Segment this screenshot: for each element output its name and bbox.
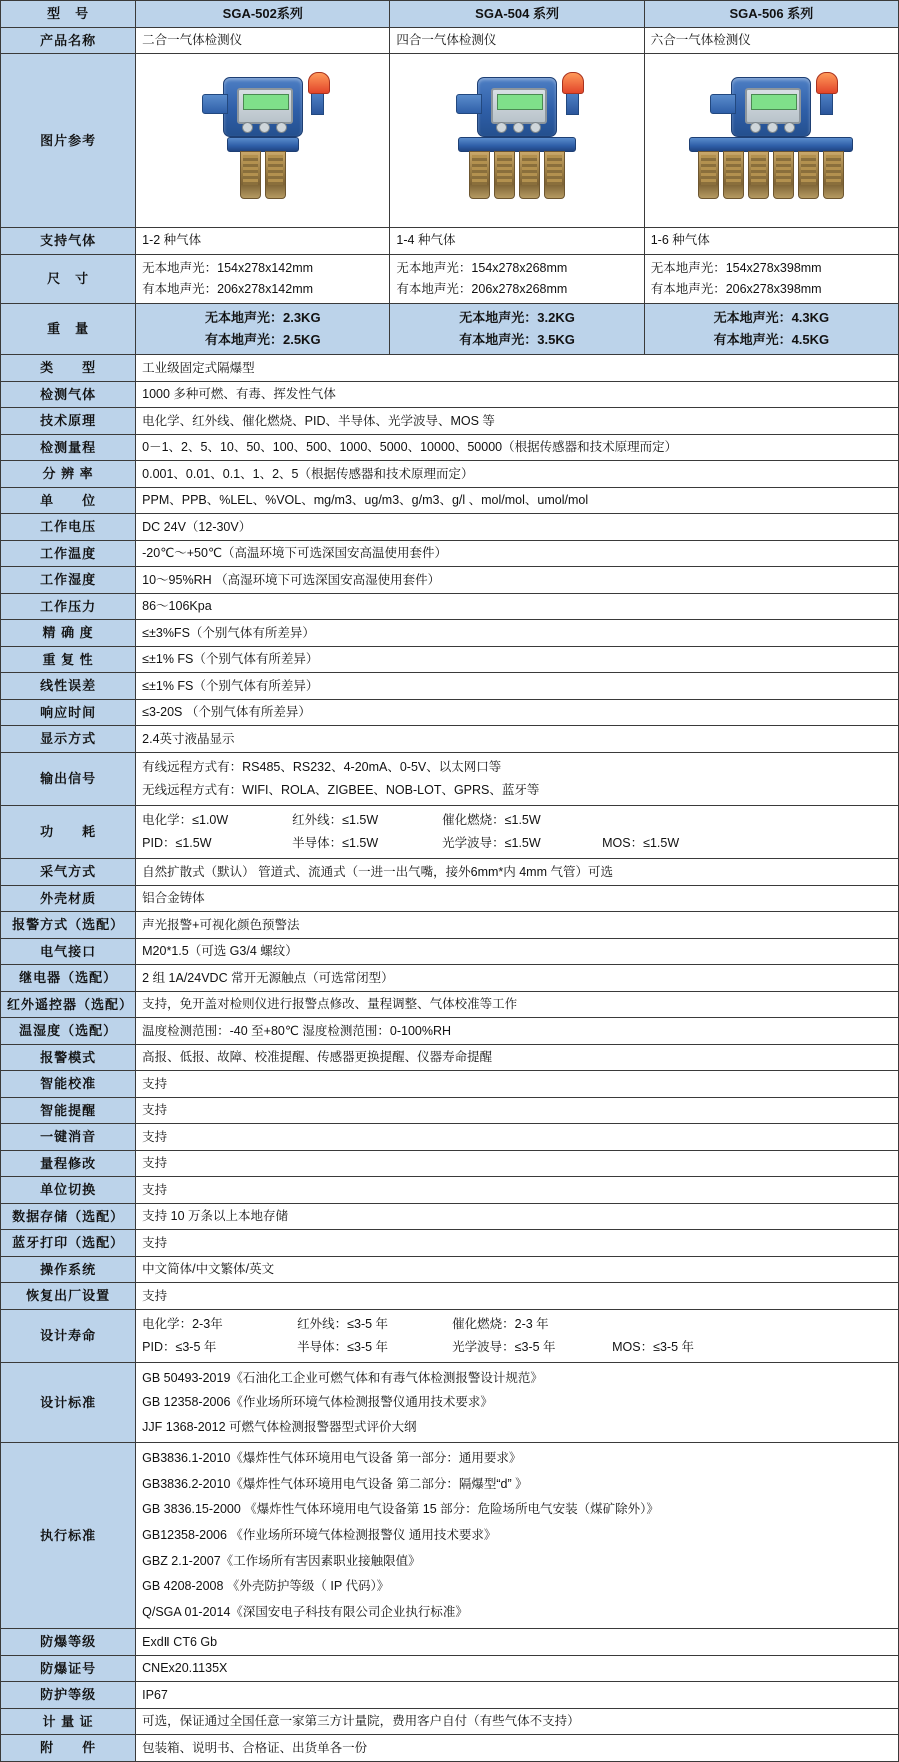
row-label-shell: 外壳材质	[1, 885, 136, 912]
ex-grade-value: ExdⅡ CT6 Gb	[136, 1629, 899, 1656]
table-row	[1, 514, 899, 541]
row-label-product-name: 产品名称	[1, 27, 136, 54]
weight-2-line1: 无本地声光：3.2KG	[459, 310, 575, 325]
linear-value: ≤±1% FS（个别气体有所差异）	[136, 673, 899, 700]
alarm-lamp	[308, 72, 328, 112]
table-row	[1, 27, 899, 54]
support-gas-1: 1-2 种气体	[136, 228, 390, 255]
table-row	[1, 1283, 899, 1310]
support-gas-3: 1-6 种气体	[644, 228, 898, 255]
exec-std-line-2: GB3836.2-2010《爆炸性气体环境用电气设备 第二部分：隔爆型“d” 》	[142, 1476, 528, 1491]
row-label-alarm-mode: 报警模式	[1, 1044, 136, 1071]
sensor-probe	[823, 151, 844, 199]
row-label-type: 类 型	[1, 355, 136, 382]
support-gas-2: 1-4 种气体	[390, 228, 644, 255]
accessories-value: 包装箱、说明书、合格证、出货单各一份	[136, 1735, 899, 1762]
sensor-probe	[494, 151, 515, 199]
display-value: 2.4英寸液晶显示	[136, 726, 899, 753]
table-row	[1, 1097, 899, 1124]
alarm-way-value: 声光报警+可视化颜色预警法	[136, 912, 899, 939]
table-row	[1, 1230, 899, 1257]
temp-hum-value: 温度检测范围：-40 至+80℃ 湿度检测范围：0-100%RH	[136, 1018, 899, 1045]
row-label-smart-remind: 智能提醒	[1, 1097, 136, 1124]
design-std-line-2: GB 12358-2006《作业场所环境气体检测报警仪通用技术要求》	[142, 1395, 493, 1410]
table-row	[1, 965, 899, 992]
os-value: 中文简体/中文繁体/英文	[136, 1256, 899, 1283]
sensor-probe	[723, 151, 744, 199]
ex-cert-value: CNEx20.1135X	[136, 1655, 899, 1682]
power-catalytic: 催化燃烧：≤1.5W	[442, 812, 541, 827]
row-label-temp-hum: 温湿度（选配）	[1, 1018, 136, 1045]
storage-value: 支持 10 万条以上本地存储	[136, 1203, 899, 1230]
row-label-one-key: 一键消音	[1, 1124, 136, 1151]
relay-value: 2 组 1A/24VDC 常开无源触点（可选常闭型）	[136, 965, 899, 992]
table-row	[1, 673, 899, 700]
size-1	[136, 254, 390, 304]
factory-reset-value: 支持	[136, 1283, 899, 1310]
size-2-line1: 无本地声光：154x278x268mm	[396, 260, 568, 275]
table-row	[1, 1124, 899, 1151]
smart-cal-value: 支持	[136, 1071, 899, 1098]
row-label-work-temp: 工作温度	[1, 540, 136, 567]
weight-3	[644, 304, 898, 355]
display-screen	[491, 88, 547, 124]
power-electrochem: 电化学：≤1.0W	[142, 812, 229, 827]
row-label-detect-gas: 检测气体	[1, 381, 136, 408]
row-label-model: 型 号	[1, 1, 136, 28]
exec-std-line-7: Q/SGA 01-2014《深国安电子科技有限公司企业执行标准》	[142, 1604, 468, 1619]
detector-illustration	[223, 77, 303, 199]
sensor-probe	[748, 151, 769, 199]
size-3	[644, 254, 898, 304]
knob-mid	[259, 122, 270, 133]
power-optical: 光学波导：≤1.5W	[442, 836, 541, 851]
exec-std-value	[136, 1443, 899, 1629]
size-1-line1: 无本地声光：154x278x142mm	[142, 260, 314, 275]
table-row	[1, 726, 899, 753]
metering-value: 可选，保证通过全国任意一家第三方计量院，费用客户自付（有些气体不支持）	[136, 1708, 899, 1735]
row-label-work-press: 工作压力	[1, 593, 136, 620]
table-row	[1, 1071, 899, 1098]
life-value	[136, 1309, 899, 1362]
table-row	[1, 355, 899, 382]
life-infrared: 红外线：≤3-5 年	[297, 1316, 389, 1331]
row-label-unit: 单 位	[1, 487, 136, 514]
table-row	[1, 461, 899, 488]
work-temp-value: -20℃～+50℃（高温环境下可选深国安高温使用套件）	[136, 540, 899, 567]
life-catalytic: 催化燃烧：2-3 年	[452, 1316, 549, 1331]
power-mos: MOS：≤1.5W	[602, 836, 680, 851]
knob-mid	[513, 122, 524, 133]
row-label-voltage: 工作电压	[1, 514, 136, 541]
mount-bracket	[710, 94, 736, 114]
shell-value: 铝合金铸体	[136, 885, 899, 912]
sensor-probe	[798, 151, 819, 199]
exec-std-line-1: GB3836.1-2010《爆炸性气体环境用电气设备 第一部分：通用要求》	[142, 1451, 522, 1466]
mount-bracket	[202, 94, 228, 114]
display-screen	[237, 88, 293, 124]
row-label-principle: 技术原理	[1, 408, 136, 435]
power-infrared: 红外线：≤1.5W	[292, 812, 379, 827]
power-line-1	[142, 809, 892, 832]
row-label-response: 响应时间	[1, 699, 136, 726]
ip-grade-value: IP67	[136, 1682, 899, 1709]
table-row	[1, 1018, 899, 1045]
row-label-range-mod: 量程修改	[1, 1150, 136, 1177]
detector-body	[223, 77, 303, 137]
knob-left	[750, 122, 761, 133]
table-row	[1, 699, 899, 726]
table-row	[1, 859, 899, 886]
table-row	[1, 938, 899, 965]
power-pid: PID：≤1.5W	[142, 836, 212, 851]
display-screen	[745, 88, 801, 124]
life-electrochem: 电化学：2-3年	[142, 1316, 223, 1331]
response-value: ≤3-20S （个别气体有所差异）	[136, 699, 899, 726]
row-label-output: 输出信号	[1, 752, 136, 805]
alarm-mode-value: 高报、低报、故障、校准提醒、传感器更换提醒、仪器寿命提醒	[136, 1044, 899, 1071]
exec-std-line-6: GB 4208-2008 《外壳防护等级（ IP 代码）》	[142, 1579, 390, 1594]
row-label-sampling: 采气方式	[1, 859, 136, 886]
product-name-1: 二合一气体检测仪	[136, 27, 390, 54]
smart-remind-value: 支持	[136, 1097, 899, 1124]
sensor-probe	[469, 151, 490, 199]
table-row	[1, 1150, 899, 1177]
row-label-os: 操作系统	[1, 1256, 136, 1283]
model-header-2: SGA-504 系列	[390, 1, 644, 28]
unit-value: PPM、PPB、%LEL、%VOL、mg/m3、ug/m3、g/m3、g/l 、mol/mol、umol/mol	[136, 487, 899, 514]
table-row	[1, 1362, 899, 1442]
sensor-probe	[240, 151, 261, 199]
row-label-metering: 计 量 证	[1, 1708, 136, 1735]
row-label-work-hum: 工作湿度	[1, 567, 136, 594]
work-press-value: 86～106Kpa	[136, 593, 899, 620]
table-row	[1, 646, 899, 673]
design-std-value	[136, 1362, 899, 1442]
size-3-line1: 无本地声光：154x278x398mm	[650, 260, 822, 275]
electric-port-value: M20*1.5（可选 G3/4 螺纹）	[136, 938, 899, 965]
life-pid: PID：≤3-5 年	[142, 1339, 217, 1354]
table-row	[1, 912, 899, 939]
row-label-unit-switch: 单位切换	[1, 1177, 136, 1204]
row-label-accessories: 附 件	[1, 1735, 136, 1762]
table-row	[1, 1443, 899, 1629]
detector-illustration	[458, 77, 576, 199]
row-label-support-gas: 支持气体	[1, 228, 136, 255]
detector-body	[731, 77, 811, 137]
table-row	[1, 1735, 899, 1762]
life-semiconductor: 半导体：≤3-5 年	[297, 1339, 389, 1354]
model-header-1: SGA-502系列	[136, 1, 390, 28]
row-label-storage: 数据存储（选配）	[1, 1203, 136, 1230]
mount-bracket	[456, 94, 482, 114]
table-row	[1, 1682, 899, 1709]
table-row	[1, 620, 899, 647]
life-line-1	[142, 1313, 892, 1336]
knob-right	[276, 122, 287, 133]
table-row	[1, 228, 899, 255]
row-label-life: 设计寿命	[1, 1309, 136, 1362]
power-line-2	[142, 832, 892, 855]
resolution-value: 0.001、0.01、0.1、1、2、5（根据传感器和技术原理而定）	[136, 461, 899, 488]
table-row	[1, 752, 899, 805]
voltage-value: DC 24V（12-30V）	[136, 514, 899, 541]
life-mos: MOS：≤3-5 年	[612, 1339, 695, 1354]
type-value: 工业级固定式隔爆型	[136, 355, 899, 382]
row-label-repeat: 重 复 性	[1, 646, 136, 673]
row-label-image-ref: 图片参考	[1, 54, 136, 228]
range-mod-value: 支持	[136, 1150, 899, 1177]
weight-3-line1: 无本地声光：4.3KG	[713, 310, 830, 325]
output-line-2: 无线远程方式有：WIFI、ROLA、ZIGBEE、NOB-LOT、GPRS、蓝牙等	[142, 782, 540, 797]
output-value	[136, 752, 899, 805]
sensor-group	[458, 151, 576, 199]
row-label-electric-port: 电气接口	[1, 938, 136, 965]
table-row	[1, 408, 899, 435]
weight-1-line2: 有本地声光：2.5KG	[204, 332, 321, 348]
table-row	[1, 381, 899, 408]
row-label-size: 尺 寸	[1, 254, 136, 304]
row-label-ip-grade: 防护等级	[1, 1682, 136, 1709]
row-label-ex-cert: 防爆证号	[1, 1655, 136, 1682]
model-header-3: SGA-506 系列	[644, 1, 898, 28]
table-row	[1, 567, 899, 594]
table-row	[1, 1, 899, 28]
row-label-display: 显示方式	[1, 726, 136, 753]
knob-left	[242, 122, 253, 133]
product-name-2: 四合一气体检测仪	[390, 27, 644, 54]
sensor-probe	[519, 151, 540, 199]
remote-value: 支持，免开盖对检则仪进行报警点修改、量程调整、气体校准等工作	[136, 991, 899, 1018]
table-row	[1, 1203, 899, 1230]
size-2-line2: 有本地声光：206x278x268mm	[396, 281, 568, 296]
range-value: 0－1、2、5、10、50、100、500、1000、5000、10000、50000（根据传感器和技术原理而定）	[136, 434, 899, 461]
row-label-ex-grade: 防爆等级	[1, 1629, 136, 1656]
row-label-design-std: 设计标准	[1, 1362, 136, 1442]
sensor-group	[689, 151, 853, 199]
life-optical: 光学波导：≤3-5 年	[452, 1339, 556, 1354]
size-2	[390, 254, 644, 304]
weight-2	[390, 304, 644, 355]
weight-2-line2: 有本地声光：3.5KG	[459, 332, 575, 348]
bt-print-value: 支持	[136, 1230, 899, 1257]
table-row	[1, 54, 899, 228]
weight-1-line1: 无本地声光：2.3KG	[204, 310, 321, 325]
sensor-probe	[544, 151, 565, 199]
work-hum-value: 10～95%RH （高湿环境下可选深国安高湿使用套件）	[136, 567, 899, 594]
product-name-3: 六合一气体检测仪	[644, 27, 898, 54]
power-value	[136, 805, 899, 858]
table-row	[1, 1256, 899, 1283]
table-row	[1, 1309, 899, 1362]
table-row	[1, 254, 899, 304]
detector-body	[477, 77, 557, 137]
sensor-probe	[773, 151, 794, 199]
table-row	[1, 434, 899, 461]
table-row	[1, 1708, 899, 1735]
weight-1	[136, 304, 390, 355]
principle-value: 电化学、红外线、催化燃烧、PID、半导体、光学波导、MOS 等	[136, 408, 899, 435]
accuracy-value: ≤±3%FS（个别气体有所差异）	[136, 620, 899, 647]
row-label-range: 检测量程	[1, 434, 136, 461]
manifold-rail	[689, 137, 853, 152]
unit-switch-value: 支持	[136, 1177, 899, 1204]
row-label-smart-cal: 智能校准	[1, 1071, 136, 1098]
row-label-relay: 继电器（选配）	[1, 965, 136, 992]
row-label-weight: 重 量	[1, 304, 136, 355]
table-row	[1, 540, 899, 567]
size-3-line2: 有本地声光：206x278x398mm	[650, 281, 822, 296]
table-row	[1, 1629, 899, 1656]
row-label-alarm-way: 报警方式（选配）	[1, 912, 136, 939]
row-label-power: 功 耗	[1, 805, 136, 858]
knob-mid	[767, 122, 778, 133]
one-key-value: 支持	[136, 1124, 899, 1151]
exec-std-line-4: GB12358-2006 《作业场所环境气体检测报警仪 通用技术要求》	[142, 1527, 497, 1542]
row-label-exec-std: 执行标准	[1, 1443, 136, 1629]
table-row	[1, 1044, 899, 1071]
detector-image-3	[644, 54, 898, 228]
size-1-line2: 有本地声光：206x278x142mm	[142, 281, 314, 296]
sensor-group	[223, 151, 303, 199]
knob-right	[530, 122, 541, 133]
table-row	[1, 885, 899, 912]
sensor-probe	[698, 151, 719, 199]
design-std-line-3: JJF 1368-2012 可燃气体检测报警器型式评价大纲	[142, 1419, 417, 1434]
row-label-factory-reset: 恢复出厂设置	[1, 1283, 136, 1310]
exec-std-line-3: GB 3836.15-2000 《爆炸性气体环境用电气设备第 15 部分：危险场所电气安装（煤矿除外）》	[142, 1502, 659, 1517]
manifold-rail	[227, 137, 299, 152]
row-label-remote: 红外遥控器（选配）	[1, 991, 136, 1018]
table-row	[1, 991, 899, 1018]
sampling-value: 自然扩散式（默认） 管道式、流通式（一进一出气嘴，接外6mm*内 4mm 气管）可选	[136, 859, 899, 886]
table-row	[1, 1177, 899, 1204]
row-label-accuracy: 精 确 度	[1, 620, 136, 647]
alarm-lamp	[816, 72, 836, 112]
exec-std-line-5: GBZ 2.1-2007《工作场所有害因素职业接触限值》	[142, 1553, 421, 1568]
row-label-resolution: 分 辨 率	[1, 461, 136, 488]
detector-image-2	[390, 54, 644, 228]
power-semiconductor: 半导体：≤1.5W	[292, 836, 379, 851]
table-row	[1, 805, 899, 858]
detect-gas-value: 1000 多种可燃、有毒、挥发性气体	[136, 381, 899, 408]
row-label-bt-print: 蓝牙打印（选配）	[1, 1230, 136, 1257]
table-row	[1, 487, 899, 514]
output-line-1: 有线远程方式有：RS485、RS232、4-20mA、0-5V、以太网口等	[142, 759, 502, 774]
sensor-probe	[265, 151, 286, 199]
detector-illustration	[689, 77, 853, 199]
table-row	[1, 593, 899, 620]
table-row	[1, 304, 899, 355]
detector-image-1	[136, 54, 390, 228]
design-std-line-1: GB 50493-2019《石油化工企业可燃气体和有毒气体检测报警设计规范》	[142, 1370, 543, 1385]
table-row	[1, 1655, 899, 1682]
manifold-rail	[458, 137, 576, 152]
row-label-linear: 线性误差	[1, 673, 136, 700]
repeat-value: ≤±1% FS（个别气体有所差异）	[136, 646, 899, 673]
knob-left	[496, 122, 507, 133]
alarm-lamp	[562, 72, 582, 112]
life-line-2	[142, 1336, 892, 1359]
knob-right	[784, 122, 795, 133]
weight-3-line2: 有本地声光：4.5KG	[713, 332, 830, 348]
